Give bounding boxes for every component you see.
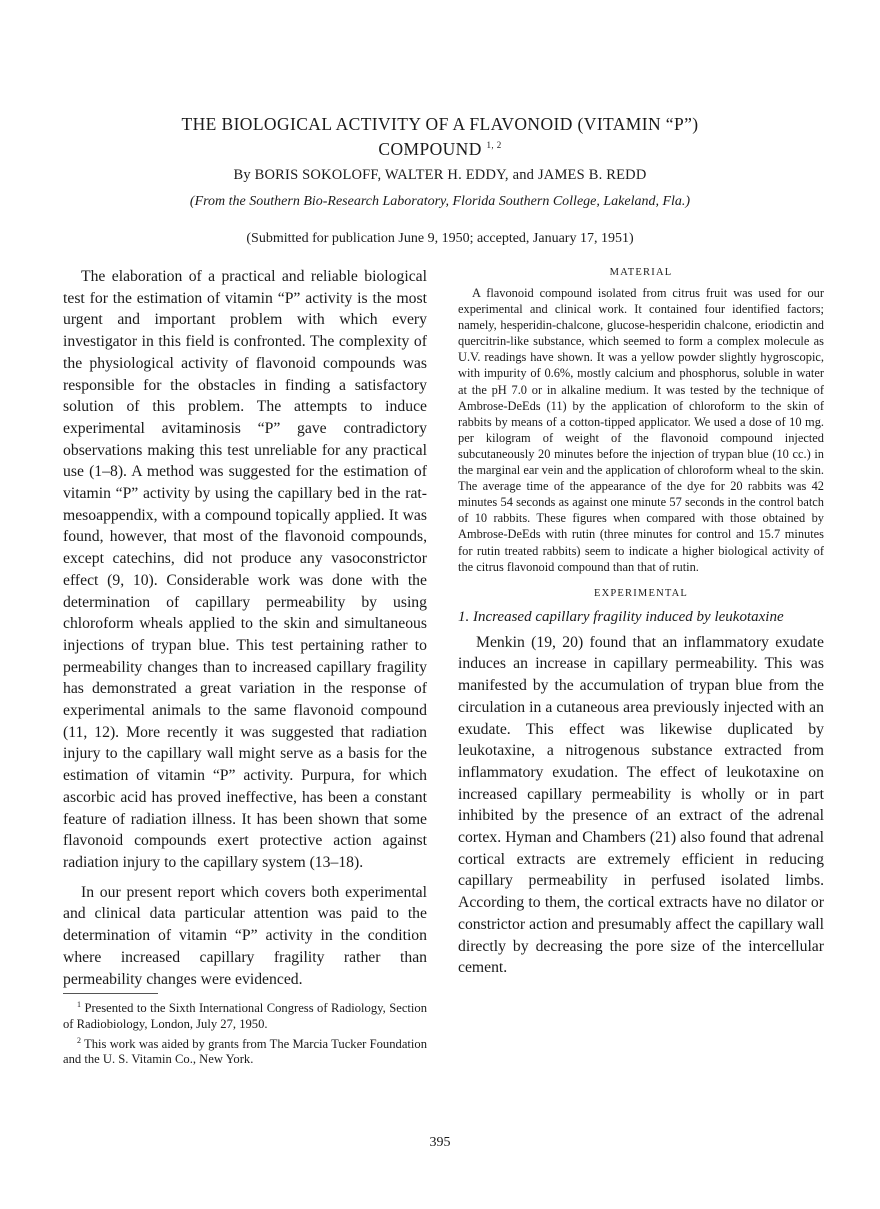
- page-number: 395: [429, 1135, 451, 1150]
- title-line-1: THE BIOLOGICAL ACTIVITY OF A FLAVONOID (VITAMIN “P”): [181, 114, 699, 134]
- footnote-2-text: This work was aided by grants from The Marcia Tucker Foundation and the U. S. Vitamin Co., New York.: [63, 1036, 428, 1067]
- right-column: [458, 266, 824, 979]
- material-heading: MATERIAL: [609, 267, 673, 278]
- intro-paragraph-1: The elaboration of a practical and reliable biological test for the estimation of vitamin “P” activity is the most urgent and important problem with which every investigator in this field is confronted. The complexity of the physiological activity of flavonoid compounds was responsible for the obstacles in finding a satisfactory solution of this problem. The attempts to induce experimental avitaminosis “P” gave contradictory observations making this test unreliable for any practical use (1–8). A method was suggested for the estimation of vitamin “P” activity by using the capillary bed in the rat-mesoappendix, with a compound topically applied. It was found, however, that most of the flavonoid compounds, except catechins, did not produce any vasoconstrictor effect (9, 10). Considerable work was done with the determination of capillary permeability by using chloroform wheals applied to the skin and simultaneous injections of trypan blue. This test pertaining rather to permeability changes than to increased capillary fragility has demonstrated a great variation in the response of experimental animals to the same flavonoid compound (11, 12). More recently it was suggested that radiation injury to the capillary wall might serve as a basis for the estimation of vitamin “P” activity. Purpura, for which ascorbic acid has proved ineffective, has been a constant feature of radiation illness. It has been shown that some flavonoid compounds exert protective action against radiation injury to the capillary system (13–18).: [63, 268, 427, 871]
- footnote-2: [63, 1033, 427, 1068]
- submission-dates: (Submitted for publication June 9, 1950; accepted, January 17, 1951): [246, 231, 634, 246]
- subsection-paragraph: Menkin (19, 20) found that an inflammatory exudate induces an increase in capillary permeability. This was manifested by the accumulation of trypan blue from the circulation in a cutaneous area previously injected with an exudate. This effect was likewise duplicated by leukotaxine, a nitrogenous substance extracted from inflammatory exudation. The effect of leukotaxine on increased capillary permeability is wholly or in part inhibited by the presence of an extract of the adrenal cortex. Hyman and Chambers (21) also found that adrenal cortical extracts are extremely efficient in reducing capillary permeability in perfused isolated limbs. According to them, the cortical extracts have no dilator or constrictor action and presumably affect the capillary wall directly by decreasing the pore size of the intercellular cement.: [458, 633, 824, 977]
- title-footnote-marks: 1, 2: [486, 140, 502, 150]
- subsection-heading: 1. Increased capillary fragility induced by leukotaxine: [458, 608, 784, 625]
- intro-paragraph-2: In our present report which covers both experimental and clinical data particular attention was paid to the determination of vitamin “P” activity in the condition where increased capillary fragility rather than permeability changes were evidenced.: [63, 883, 427, 988]
- footnote-1-mark: 1: [77, 1000, 81, 1010]
- footnote-1-text: Presented to the Sixth International Congress of Radiology, Section of Radiobiology, London, July 27, 1950.: [63, 1001, 427, 1031]
- author-line: By BORIS SOKOLOFF, WALTER H. EDDY, and JAMES B. REDD: [233, 167, 647, 183]
- footnote-1: [63, 997, 427, 1032]
- footnote-divider: [63, 993, 158, 994]
- experimental-heading: EXPERIMENTAL: [593, 587, 689, 599]
- footnote-2-mark: 2: [77, 1035, 81, 1045]
- material-paragraph: A flavonoid compound isolated from citrus fruit was used for our experimental and clinical work. It contained four identified factors; namely, hesperidin-chalcone, glucose-hesperidin chalcone, eriodictin and quercitrin-like substance, which seemed to form a complex molecule as U.V. readings have shown. It was a yellow powder slightly hygroscopic, with impurity of 0.6%, mostly calcium and phosphorus, soluble in water at the pH 7.0 or in alkaline medium. It was tested by the technique of Ambrose-DeEds (11) by the application of chloroform to the skin of rabbits by means of a cotton-tipped applicator. We used a dose of 10 mg. per kilogram of weight of the flavonoid compound injected subcutaneously 20 minutes before the injection of trypan blue (10 cc.) in the marginal ear vein and the application of chloroform wheal to the skin. The average time of the appearance of the dye for 20 rabbits was 42 minutes 54 seconds as against one minute 57 seconds in the control batch of 10 rabbits. These figures when compared with those obtained by Ambrose-DeEds with rutin (three minutes for control and 15.7 minutes for rutin treated rabbits) seem to indicate a higher biological activity of the citrus flavonoid compound than that of rutin.: [458, 286, 824, 574]
- title-line-2: COMPOUND: [378, 138, 482, 159]
- article-title: [90, 114, 790, 160]
- affiliation: (From the Southern Bio-Research Laboratory, Florida Southern College, Lakeland, Fla.): [189, 194, 691, 209]
- left-column: [63, 266, 427, 1068]
